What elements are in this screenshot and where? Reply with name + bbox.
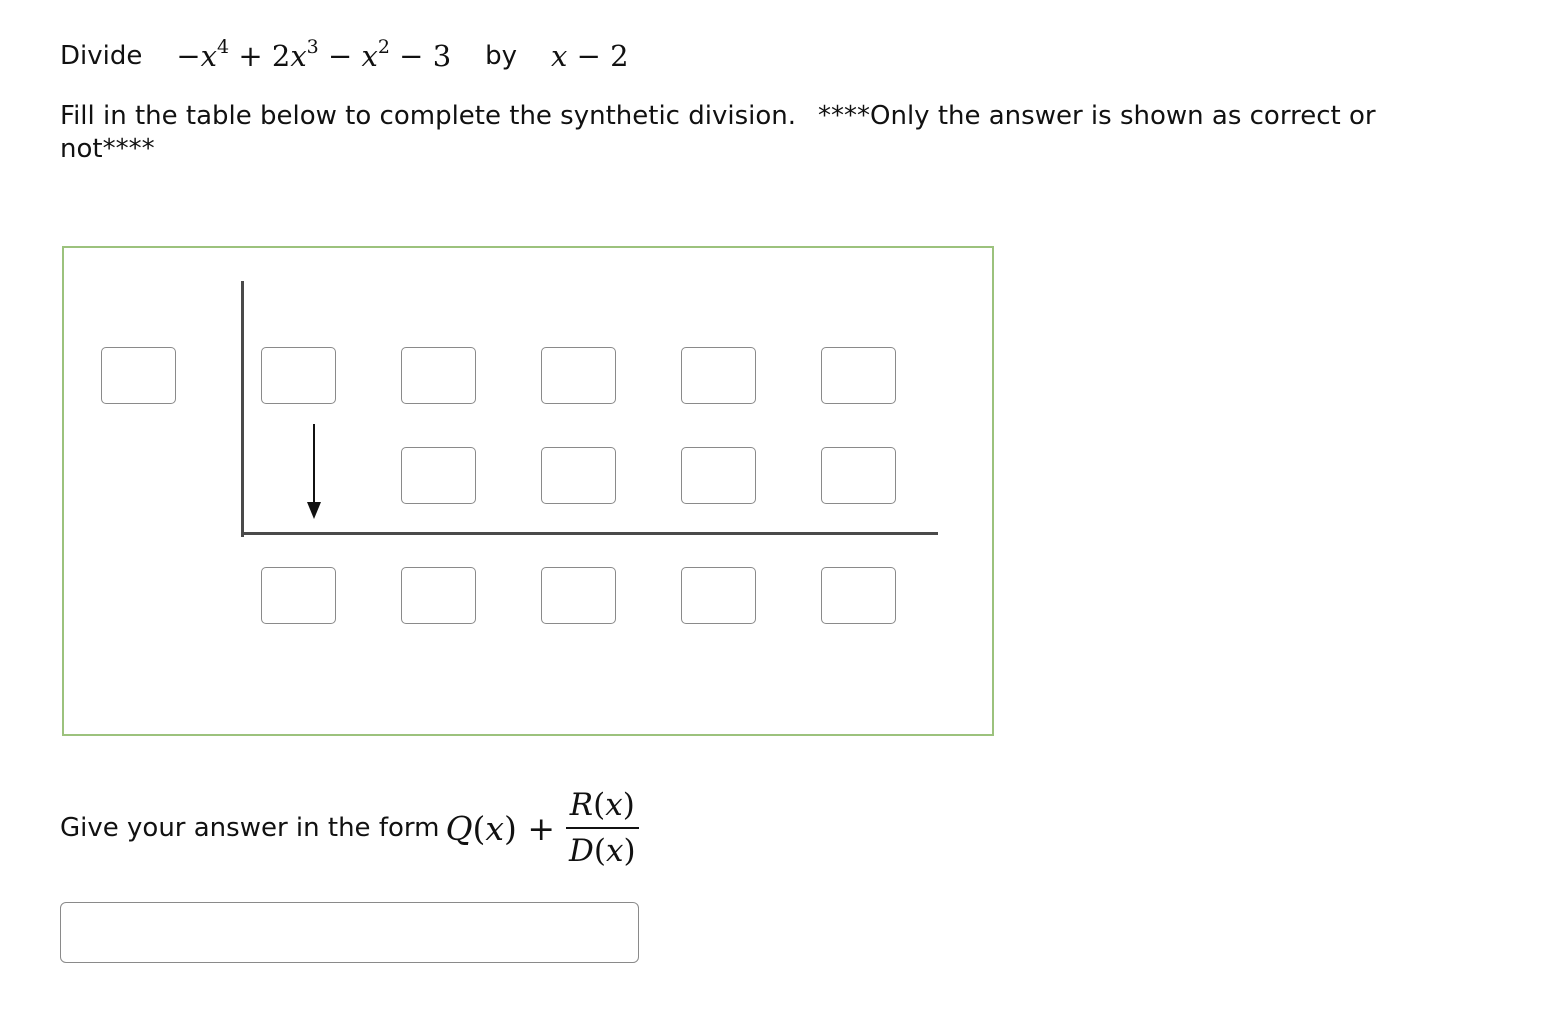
answer-input[interactable]	[60, 902, 639, 963]
coefficient-input-1[interactable]	[261, 347, 336, 404]
instructions	[60, 100, 1400, 166]
division-horizontal-line	[241, 532, 938, 535]
coefficient-input-2[interactable]	[401, 347, 476, 404]
product-input-1[interactable]	[401, 447, 476, 504]
answer-form-lhs: Q(x) +	[445, 808, 556, 848]
divide-label: Divide	[60, 41, 143, 71]
answer-prompt	[60, 780, 640, 876]
problem-statement	[60, 34, 629, 78]
result-input-2[interactable]	[401, 567, 476, 624]
result-input-4[interactable]	[681, 567, 756, 624]
result-input-5[interactable]	[821, 567, 896, 624]
synthetic-division-table	[62, 246, 994, 736]
divisor-expression: x − 2	[551, 39, 629, 73]
dividend-expression: $-x^4 + 2x^3 - x^2 - 3$	[176, 36, 452, 73]
answer-prompt-text: Give your answer in the form	[60, 813, 440, 843]
bring-down-arrow-icon	[304, 422, 324, 522]
by-label: by	[485, 41, 518, 71]
instructions-text: Fill in the table below to complete the synthetic division.	[60, 101, 796, 131]
product-input-4[interactable]	[821, 447, 896, 504]
product-input-3[interactable]	[681, 447, 756, 504]
coefficient-input-3[interactable]	[541, 347, 616, 404]
product-input-2[interactable]	[541, 447, 616, 504]
coefficient-input-4[interactable]	[681, 347, 756, 404]
fraction-denominator: D(x)	[569, 833, 636, 869]
instructions-note: ****Only the answer is shown as correct or not****	[60, 101, 1376, 164]
division-vertical-line	[241, 281, 244, 537]
result-input-3[interactable]	[541, 567, 616, 624]
coefficient-input-5[interactable]	[821, 347, 896, 404]
answer-form-fraction	[565, 787, 640, 869]
divisor-input[interactable]	[101, 347, 176, 404]
fraction-numerator: R(x)	[566, 787, 639, 829]
result-input-1[interactable]	[261, 567, 336, 624]
